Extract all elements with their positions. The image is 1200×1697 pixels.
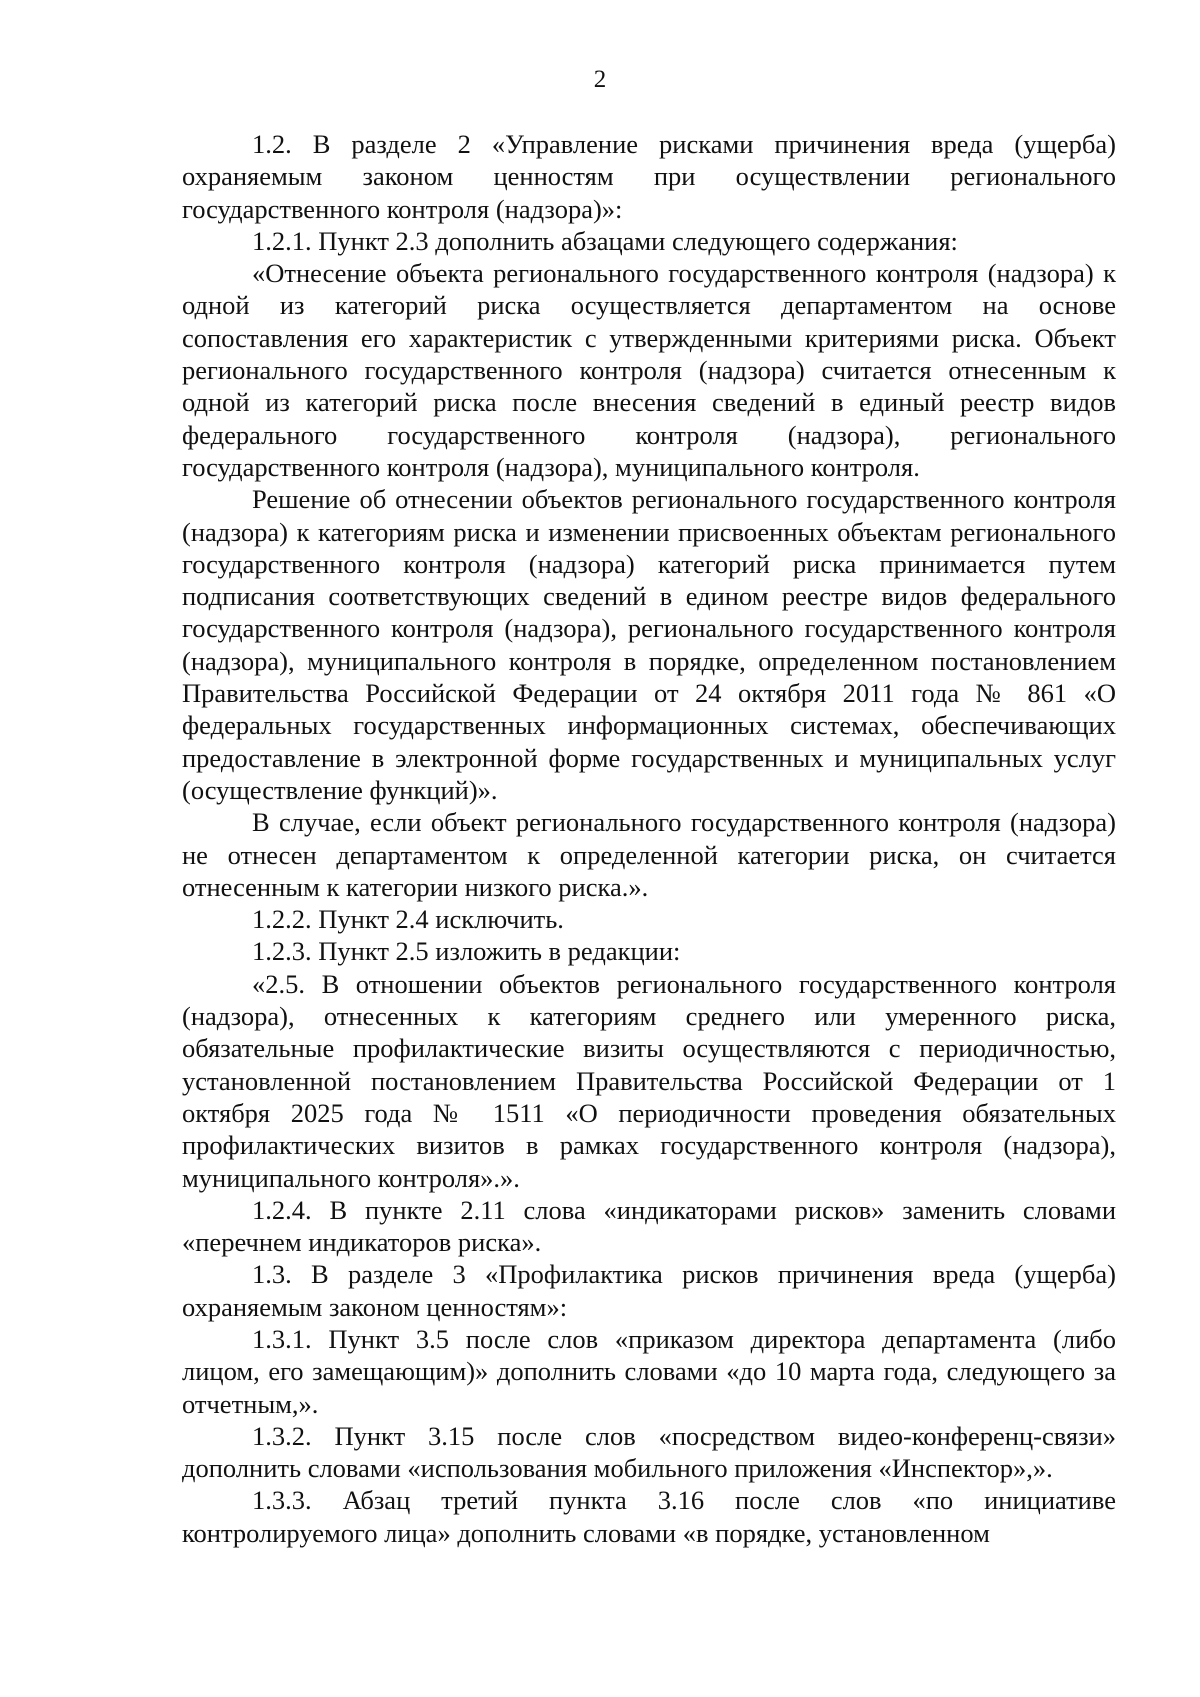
paragraph-risk-category-decision: Решение об отнесении объектов регионального государственного контроля (надзора) к категориям риска и изменении присвоенных объектам регионального государственного контроля (надзора) категорий риска принимается путем подписания соответствующих сведений в едином реестре видов федерального государственного контроля (надзора), регионального государственного контроля (надзора), муниципального контроля в порядке, определенном постановлением Правительства Российской Федерации от 24 октября 2011 года № 861 «О федеральных государственных информационных системах, обеспечивающих предоставление в электронной форме государственных и муниципальных услуг (осуществление функций)». [182,484,1116,805]
document-body [182,128,1116,1549]
paragraph-low-risk-default: В случае, если объект регионального государственного контроля (надзора) не отнесен департаментом к определенной категории риска, он считается отнесенным к категории низкого риска.». [182,807,1116,902]
paragraph-risk-category-assignment: «Отнесение объекта регионального государственного контроля (надзора) к одной из категорий риска осуществляется департаментом на основе сопоставления его характеристик с утвержденными критериями риска. Объект регионального государственного контроля (надзора) считается отнесенным к одной из категорий риска после внесения сведений в единый реестр видов федерального государственного контроля (надзора), регионального государственного контроля (надзора), муниципального контроля. [182,258,1116,482]
paragraph-1-2-1: 1.2.1. Пункт 2.3 дополнить абзацами следующего содержания: [252,225,958,256]
paragraph-1-3-2: 1.3.2. Пункт 3.15 после слов «посредством видео-конференц-связи» дополнить словами «использования мобильного приложения «Инспектор»,». [182,1420,1116,1484]
paragraph-1-2-4: 1.2.4. В пункте 2.11 слова «индикаторами рисков» заменить словами «перечнем индикаторов риска». [182,1194,1116,1258]
page-number: 2 [593,66,607,93]
paragraph-1-2: 1.2. В разделе 2 «Управление рисками причинения вреда (ущерба) охраняемым законом ценностям при осуществлении регионального государственного контроля (надзора)»: [182,129,1116,224]
paragraph-1-3-3: 1.3.3. Абзац третий пункта 3.16 после слов «по инициативе контролируемого лица» дополнить словами «в порядке, установленном [182,1485,1116,1548]
paragraph-1-2-2: 1.2.2. Пункт 2.4 исключить. [252,904,564,935]
paragraph-1-2-3: 1.2.3. Пункт 2.5 изложить в редакции: [252,936,681,967]
paragraph-1-3-1: 1.3.1. Пункт 3.5 после слов «приказом директора департамента (либо лицом, его замещающим)» дополнить словами «до 10 марта года, следующего за отчетным,». [182,1323,1116,1419]
paragraph-1-3: 1.3. В разделе 3 «Профилактика рисков причинения вреда (ущерба) охраняемым законом ценностям»: [182,1259,1116,1322]
paragraph-2-5-text: «2.5. В отношении объектов регионального государственного контроля (надзора), отнесенных к категориям среднего или умеренного риска, обязательные профилактические визиты осуществляются с периодичностью, установленной постановлением Правительства Российской Федерации от 1 октября 2025 года № 1511 «О периодичности проведения обязательных профилактических визитов в рамках государственного контроля (надзора), муниципального контроля».». [182,968,1116,1193]
